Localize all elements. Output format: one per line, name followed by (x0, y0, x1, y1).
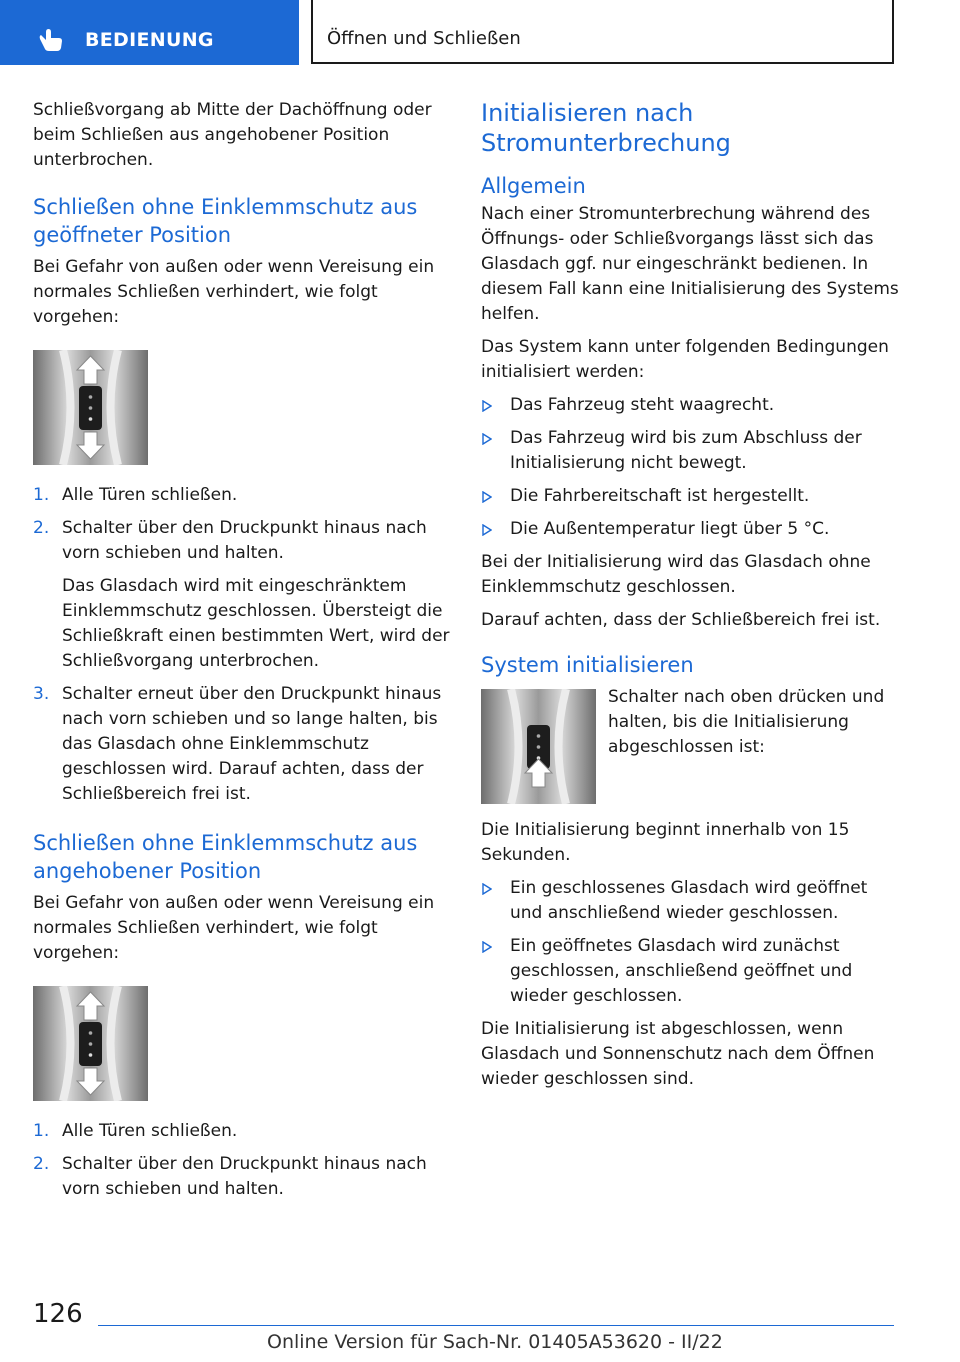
section1-steps (33, 483, 451, 807)
list-item: Die Außentemperatur liegt über 5 °C. (481, 517, 899, 542)
init-paragraph: Schalter nach oben drücken und halten, bis die Initialisierung abgeschlossen ist: (608, 687, 885, 757)
general-heading: Allgemein (481, 174, 586, 198)
conditions-intro: Das System kann unter folgenden Bedingungen initialisiert werden: (481, 337, 889, 382)
init-block (481, 685, 899, 812)
list-item: Ein geschlossenes Glasdach wird geöffnet und anschließend wieder geschlossen. (481, 876, 899, 926)
intro-paragraph: Schließvorgang ab Mitte der Dachöffnung oder beim Schließen aus angehobener Position unterbrochen. (33, 100, 432, 170)
list-item: Ein geöffnetes Glasdach wird zunächst geschlossen, anschließend geöffnet und wieder geschlossen. (481, 934, 899, 1009)
init-start-paragraph: Die Initialisierung beginnt innerhalb von 15 Sekunden. (481, 820, 850, 865)
pointing-hand-icon (38, 26, 64, 52)
conditions-list (481, 393, 899, 542)
list-item: 2. Schalter über den Druckpunkt hinaus nach vorn schieben und halten. (33, 1154, 427, 1199)
switch-slide-photo (33, 986, 148, 1101)
footer-divider (98, 1325, 894, 1326)
page-number: 126 (33, 1299, 83, 1329)
bullet-triangle-icon (482, 941, 492, 953)
bullet-triangle-icon (482, 524, 492, 536)
section2-heading: Schließen ohne Einklemmschutz aus angehobener Position (33, 831, 418, 883)
chapter-header (311, 0, 894, 64)
step-note: Das Glasdach wird mit eingeschränktem Einklemmschutz geschlossen. Übersteigt die Schließkraft einen bestimmten Wert, wird der Schließvorgang unterbrochen. (62, 576, 450, 671)
init-list (481, 876, 899, 1009)
list-item: 1. Alle Türen schließen. (33, 485, 238, 505)
list-item: 3. Schalter erneut über den Druckpunkt hinaus nach vorn schieben und so lange halten, bis das Glasdach ohne Einklemmschutz geschlossen wird. Darauf achten, dass der Schließbereich frei ist. (33, 684, 442, 804)
switch-press-photo (481, 689, 596, 804)
right-title: Initialisieren nach Stromunterbrechung (481, 99, 731, 157)
init-heading: System initialisieren (481, 653, 694, 677)
bullet-triangle-icon (482, 400, 492, 412)
list-item: Das Fahrzeug wird bis zum Abschluss der Initialisierung nicht bewegt. (481, 426, 899, 476)
left-column (33, 98, 451, 1210)
note-paragraph: Darauf achten, dass der Schließbereich frei ist. (481, 610, 881, 630)
section-tab (0, 0, 299, 65)
note-paragraph: Bei der Initialisierung wird das Glasdach ohne Einklemmschutz geschlossen. (481, 552, 871, 597)
right-column (481, 98, 899, 1100)
bullet-triangle-icon (482, 883, 492, 895)
section-label: BEDIENUNG (85, 29, 214, 51)
list-item: Das Fahrzeug steht waagrecht. (481, 393, 899, 418)
switch-slide-photo (33, 350, 148, 465)
list-item: 1. Alle Türen schließen. (33, 1121, 238, 1141)
chapter-title: Öffnen und Schließen (327, 28, 521, 49)
init-done-paragraph: Die Initialisierung ist abgeschlossen, wenn Glasdach und Sonnenschutz nach dem Öffnen wieder geschlossen sind. (481, 1019, 875, 1089)
footer-online-version: Online Version für Sach-Nr. 01405A53620 - II/22 (267, 1331, 723, 1353)
general-paragraph: Nach einer Stromunterbrechung während des Öffnungs- oder Schließvorgangs lässt sich das Glasdach ggf. nur eingeschränkt bedienen. In diesem Fall kann eine Initialisierung des Systems helfen. (481, 204, 899, 324)
bullet-triangle-icon (482, 433, 492, 445)
bullet-triangle-icon (482, 491, 492, 503)
list-item: Die Fahrbereitschaft ist hergestellt. (481, 484, 899, 509)
section1-paragraph: Bei Gefahr von außen oder wenn Vereisung ein normales Schließen verhindert, wie folgt vorgehen: (33, 257, 435, 327)
section2-steps (33, 1119, 451, 1202)
list-item: 2. Schalter über den Druckpunkt hinaus nach vorn schieben und halten. Das Glasdach wird mit eingeschränktem Einklemmschutz geschlossen. Übersteigt die Schließkraft einen bestimmten Wert, wird der Schließvorgang unterbrochen. (33, 516, 451, 674)
section2-paragraph: Bei Gefahr von außen oder wenn Vereisung ein normales Schließen verhindert, wie folgt vorgehen: (33, 893, 435, 963)
section1-heading: Schließen ohne Einklemmschutz aus geöffneter Position (33, 195, 418, 247)
